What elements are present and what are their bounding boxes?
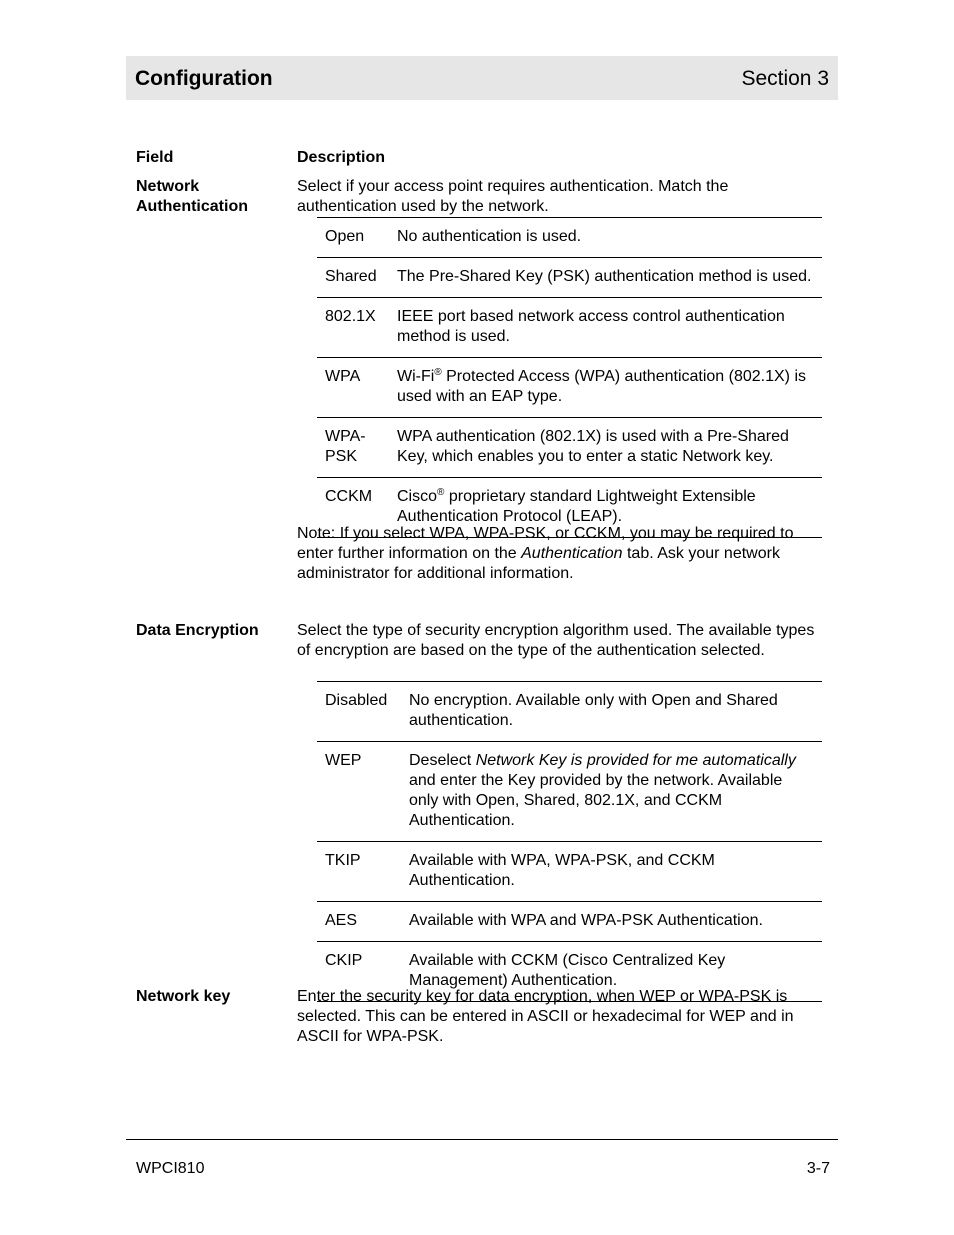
option-value: Available with WPA, WPA-PSK, and CCKM Authentication.: [409, 852, 715, 889]
footer-product: WPCI810: [136, 1160, 205, 1177]
option-key: AES: [325, 912, 358, 929]
chapter-title: Configuration: [135, 67, 273, 90]
option-key: Disabled: [325, 692, 388, 709]
page-header: [126, 56, 838, 100]
registered-mark: ®: [434, 367, 442, 378]
option-value: Available with WPA and WPA-PSK Authentication.: [409, 912, 763, 929]
section-label: Section 3: [741, 67, 829, 90]
field-network-key: Network key: [136, 988, 231, 1005]
table-row: [317, 258, 822, 298]
option-key: CKIP: [325, 952, 363, 969]
table-row: [317, 298, 822, 358]
network-authentication-description: Select if your access point requires authentication. Match the authentication used by the network.: [297, 178, 729, 215]
table-row: [317, 418, 822, 478]
field-data-encryption: Data Encryption: [136, 622, 259, 639]
page-number: 3-7: [806, 1160, 830, 1177]
table-row: [317, 902, 822, 942]
option-key: Shared: [325, 268, 377, 285]
option-key: TKIP: [325, 852, 361, 869]
option-value: Deselect Network Key is provided for me automatically and enter the Key provided by the network. Available only with Open, Shared, 802.1X, and CCKM Authentication.: [409, 752, 796, 829]
option-key: Open: [325, 228, 365, 245]
footer-divider: [126, 1139, 838, 1140]
option-key: 802.1X: [325, 308, 376, 325]
column-header-description: Description: [297, 149, 386, 166]
option-value: Wi-Fi® Protected Access (WPA) authentication (802.1X) is used with an EAP type.: [397, 367, 806, 405]
field-network-authentication: Network Authentication: [136, 178, 248, 215]
column-header-field: Field: [136, 149, 174, 166]
authentication-note: Note: If you select WPA, WPA-PSK, or CCKM, you may be required to enter further information on the Authentication tab. Ask your network administrator for additional information.: [297, 525, 794, 582]
option-value: No authentication is used.: [397, 228, 582, 245]
network-key-description: Enter the security key for data encryption, when WEP or WPA-PSK is selected. This can be entered in ASCII or hexadecimal for WEP and in ASCII for WPA-PSK.: [297, 988, 794, 1045]
option-value: IEEE port based network access control authentication method is used.: [397, 308, 785, 345]
option-value: Cisco® proprietary standard Lightweight Extensible Authentication Protocol (LEAP).: [397, 487, 756, 525]
option-key: CCKM: [325, 488, 373, 505]
table-row: [317, 682, 822, 742]
table-row: [317, 742, 822, 842]
option-value: WPA authentication (802.1X) is used with a Pre-Shared Key, which enables you to enter a static Network key.: [397, 428, 789, 465]
option-value: No encryption. Available only with Open and Shared authentication.: [409, 692, 778, 729]
option-value: Available with CCKM (Cisco Centralized Key Management) Authentication.: [409, 952, 726, 989]
encryption-options-table: [317, 681, 822, 1002]
table-row: [317, 358, 822, 418]
option-key: WEP: [325, 752, 362, 769]
registered-mark: ®: [437, 487, 445, 498]
authentication-options-table: [317, 217, 822, 538]
table-row: [317, 218, 822, 258]
data-encryption-description: Select the type of security encryption algorithm used. The available types of encryption are based on the type of the authentication selected.: [297, 622, 815, 659]
table-row: [317, 842, 822, 902]
option-value: The Pre-Shared Key (PSK) authentication method is used.: [397, 268, 812, 285]
option-key: WPA-PSK: [325, 428, 366, 465]
option-key: WPA: [325, 368, 361, 385]
